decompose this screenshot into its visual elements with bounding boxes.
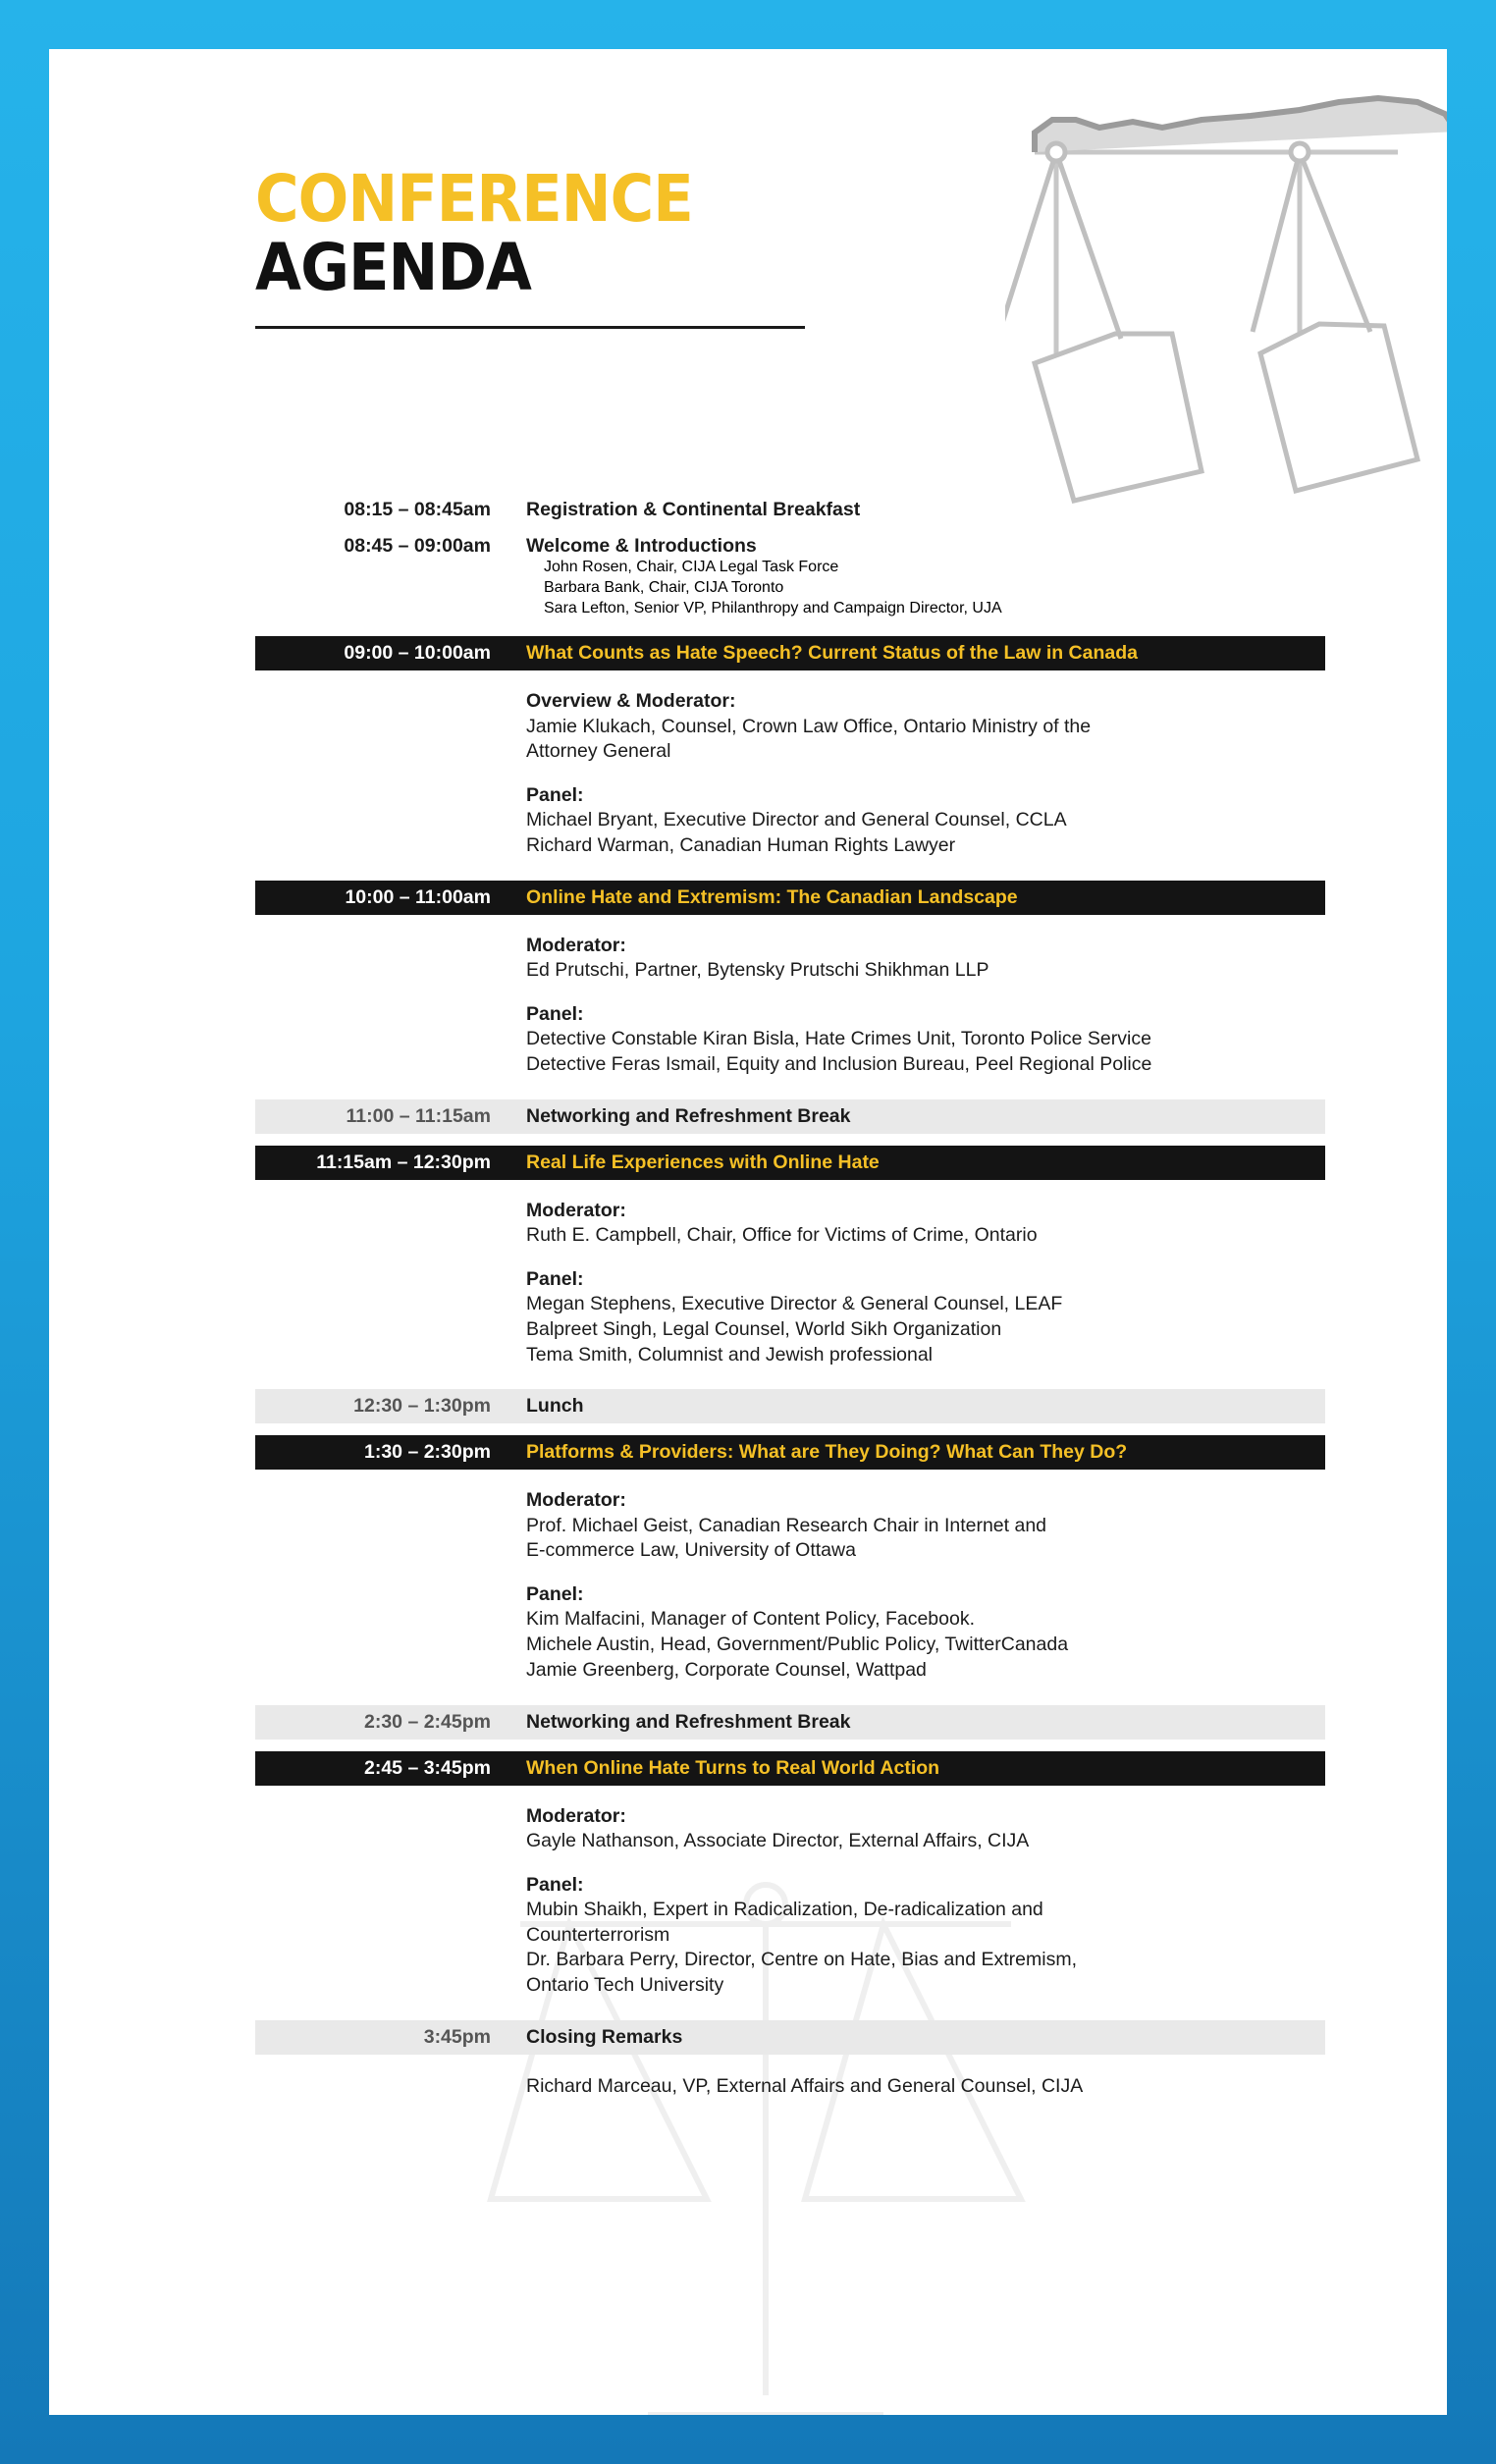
session-details [255, 1188, 1325, 1378]
detail-line: Detective Feras Ismail, Equity and Inclusion Bureau, Peel Regional Police [526, 1053, 1152, 1076]
detail-group [526, 933, 1325, 984]
detail-line: Richard Warman, Canadian Human Rights Lawyer [526, 834, 956, 857]
agenda-list [255, 493, 1325, 2110]
session-details [255, 678, 1325, 869]
detail-line: Ed Prutschi, Partner, Bytensky Prutschi Shikhman LLP [526, 959, 989, 982]
session-body [512, 1751, 1325, 1786]
detail-line: Detective Constable Kiran Bisla, Hate Crimes Unit, Toronto Police Service [526, 1028, 1151, 1050]
session-time: 09:00 – 10:00am [344, 642, 491, 665]
detail-line: Tema Smith, Columnist and Jewish professional [526, 1343, 934, 1366]
detail-group [526, 1001, 1325, 1078]
title-line-2: AGENDA [255, 230, 532, 305]
agenda-page [49, 49, 1447, 2415]
session-body [512, 1389, 1325, 1423]
session-title: When Online Hate Turns to Real World Action [526, 1756, 940, 1779]
agenda-row [255, 636, 1325, 670]
session-body [512, 1099, 1325, 1134]
session-time: 11:00 – 11:15am [346, 1104, 491, 1127]
session-body [512, 1705, 1325, 1740]
detail-group-label: Moderator: [526, 1199, 626, 1221]
session-details [255, 1477, 1325, 1692]
detail-line: Attorney General [526, 740, 671, 763]
detail-line: Ruth E. Campbell, Chair, Office for Victims of Crime, Ontario [526, 1224, 1038, 1247]
session-title: Welcome & Introductions [526, 535, 757, 557]
detail-group-label: Panel: [526, 784, 584, 807]
detail-line: Megan Stephens, Executive Director & General Counsel, LEAF [526, 1293, 1063, 1315]
agenda-row [255, 493, 1325, 527]
session-title: Networking and Refreshment Break [526, 1104, 851, 1127]
document-title [255, 161, 942, 329]
agenda-row [255, 1099, 1325, 1134]
title-divider [255, 326, 805, 329]
session-title: Registration & Continental Breakfast [526, 499, 861, 520]
session-sub-line: Barbara Bank, Chair, CIJA Toronto [544, 578, 784, 596]
detail-group-label: Moderator: [526, 934, 626, 956]
detail-group [526, 782, 1325, 859]
session-title: Online Hate and Extremism: The Canadian Landscape [526, 885, 1018, 908]
detail-group [526, 2074, 1325, 2100]
detail-line: Richard Marceau, VP, External Affairs and General Counsel, CIJA [526, 2074, 1084, 2097]
session-body [512, 636, 1325, 670]
session-time: 1:30 – 2:30pm [364, 1441, 491, 1464]
detail-line: Prof. Michael Geist, Canadian Research Chair in Internet and [526, 1514, 1047, 1536]
detail-group [526, 1266, 1325, 1368]
detail-group-label: Moderator: [526, 1804, 626, 1827]
session-sub-line: Sara Lefton, Senior VP, Philanthropy and Campaign Director, UJA [544, 599, 1002, 616]
agenda-row [255, 1751, 1325, 1786]
agenda-row [255, 1146, 1325, 1180]
session-details [255, 923, 1325, 1088]
detail-group [526, 1198, 1325, 1249]
detail-group-label: Panel: [526, 1873, 584, 1896]
session-details [255, 2064, 1325, 2110]
session-time: 2:30 – 2:45pm [364, 1710, 491, 1733]
detail-group [526, 1487, 1325, 1564]
session-body [512, 1146, 1325, 1180]
detail-line: Michael Bryant, Executive Director and General Counsel, CCLA [526, 809, 1067, 831]
session-body [512, 2020, 1325, 2055]
detail-group [526, 1581, 1325, 1684]
detail-line: Michele Austin, Head, Government/Public Policy, TwitterCanada [526, 1634, 1069, 1656]
agenda-row [255, 881, 1325, 915]
session-body [512, 881, 1325, 915]
agenda-row [255, 1435, 1325, 1470]
detail-line: Gayle Nathanson, Associate Director, External Affairs, CIJA [526, 1829, 1030, 1851]
session-time: 08:45 – 09:00am [344, 535, 491, 557]
detail-line: Counterterrorism [526, 1923, 670, 1946]
session-title: Closing Remarks [526, 2025, 683, 2048]
detail-line: Jamie Klukach, Counsel, Crown Law Office, Ontario Ministry of the [526, 715, 1092, 737]
session-title: Platforms & Providers: What are They Doing? What Can They Do? [526, 1441, 1128, 1464]
detail-line: Ontario Tech University [526, 1974, 724, 1997]
session-time: 10:00 – 11:00am [345, 885, 491, 908]
detail-group-label: Panel: [526, 1267, 584, 1290]
detail-group [526, 1872, 1325, 1999]
detail-group [526, 1803, 1325, 1854]
session-body [512, 1435, 1325, 1470]
session-time: 08:15 – 08:45am [344, 499, 491, 520]
session-time: 11:15am – 12:30pm [316, 1151, 491, 1173]
session-title: Networking and Refreshment Break [526, 1710, 851, 1733]
detail-line: Mubin Shaikh, Expert in Radicalization, De-radicalization and [526, 1899, 1043, 1920]
session-details [255, 1794, 1325, 2009]
session-body [512, 529, 1325, 624]
session-time: 12:30 – 1:30pm [353, 1395, 491, 1418]
agenda-row [255, 1705, 1325, 1740]
session-time: 3:45pm [423, 2025, 491, 2048]
agenda-row [255, 529, 1325, 624]
title-line-1: CONFERENCE [255, 161, 693, 237]
detail-group-label: Panel: [526, 1003, 584, 1025]
detail-group-label: Overview & Moderator: [526, 690, 736, 713]
session-title: What Counts as Hate Speech? Current Status of the Law in Canada [526, 642, 1139, 665]
session-title: Lunch [526, 1395, 584, 1418]
detail-line: Jamie Greenberg, Corporate Counsel, Wattpad [526, 1658, 927, 1681]
detail-group-label: Panel: [526, 1583, 584, 1606]
session-time: 2:45 – 3:45pm [364, 1756, 491, 1779]
agenda-row [255, 2020, 1325, 2055]
session-body [512, 493, 1325, 527]
detail-line: Kim Malfacini, Manager of Content Policy, Facebook. [526, 1608, 976, 1631]
detail-line: Dr. Barbara Perry, Director, Centre on Hate, Bias and Extremism, [526, 1949, 1078, 1971]
detail-line: E-commerce Law, University of Ottawa [526, 1539, 856, 1562]
detail-group [526, 688, 1325, 765]
agenda-row [255, 1389, 1325, 1423]
detail-group-label: Moderator: [526, 1489, 626, 1512]
detail-line: Balpreet Singh, Legal Counsel, World Sikh Organization [526, 1317, 1002, 1340]
session-title: Real Life Experiences with Online Hate [526, 1151, 880, 1173]
session-sub-line: John Rosen, Chair, CIJA Legal Task Force [544, 559, 839, 575]
session-sub-lines [526, 558, 1325, 618]
